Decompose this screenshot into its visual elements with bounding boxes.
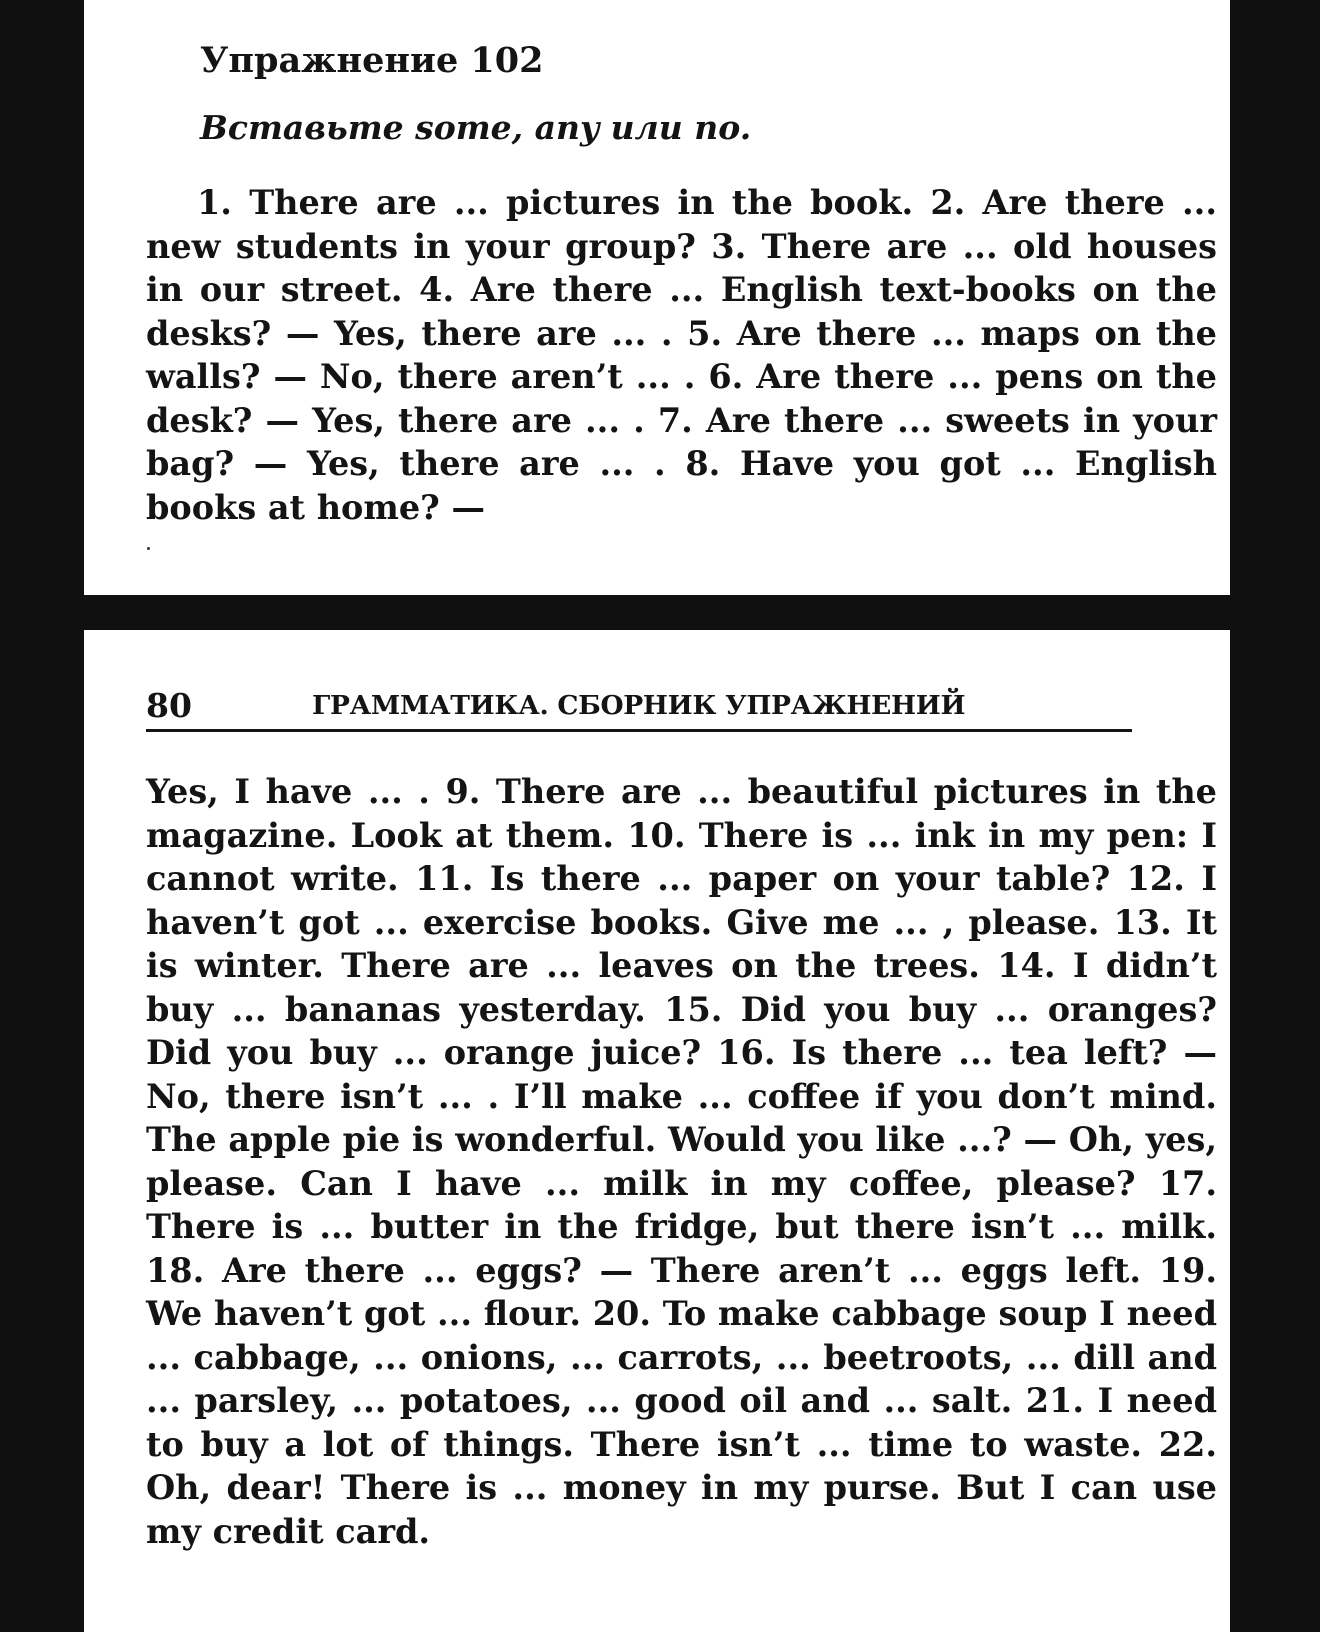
book-page-bottom bbox=[84, 630, 1230, 1632]
running-header bbox=[146, 686, 1132, 732]
exercise-title: Упражнение 102 bbox=[200, 40, 544, 81]
exercise-text-part-1: 1. There are ... pictures in the book. 2. Are there ... new students in your group? 3. There are ... old houses in our street. 4. Are there ... English text-books on the desks? — Yes, there are ... . 5. Are there ... maps on the walls? — No, there aren’t ... . 6. Are there ... pens on the desk? — Yes, there are ... . 7. Are there ... sweets in your bag? — Yes, there are ... . 8. Have you got ... English books at home? — bbox=[146, 183, 1217, 527]
book-page-top bbox=[84, 0, 1230, 595]
print-speck bbox=[147, 547, 150, 550]
running-title: ГРАММАТИКА. СБОРНИК УПРАЖНЕНИЙ bbox=[312, 690, 966, 721]
exercise-text-part-2: Yes, I have ... . 9. There are ... beautiful pictures in the magazine. Look at them. 10. There is ... ink in my pen: I cannot write. 11. Is there ... paper on your table? 12. I haven’t got ... exercise books. Give me ... , please. 13. It is winter. There are ... leaves on the trees. 14. I didn’t buy ... bananas yesterday. 15. Did you buy ... oranges? Did you buy ... orange juice? 16. Is there ... tea left? — No, there isn’t ... . I’ll make ... coffee if you don’t mind. The apple pie is wonderful. Would you like ...? — Oh, yes, please. Can I have ... milk in my coffee, please? 17. There is ... butter in the fridge, but there isn’t ... milk. 18. Are there ... eggs? — There aren’t ... eggs left. 19. We haven’t got ... flour. 20. To make cabbage soup I need ... cabbage, ... onions, ... carrots, ... beetroots, ... dill and ... parsley, ... potatoes, ... good oil and ... salt. 21. I need to buy a lot of things. There isn’t ... time to waste. 22. Oh, dear! There is ... money in my purse. But I can use my credit card. bbox=[146, 772, 1217, 1551]
exercise-instruction: Вставьте some, any или no. bbox=[200, 108, 752, 147]
page-number: 80 bbox=[146, 686, 192, 725]
